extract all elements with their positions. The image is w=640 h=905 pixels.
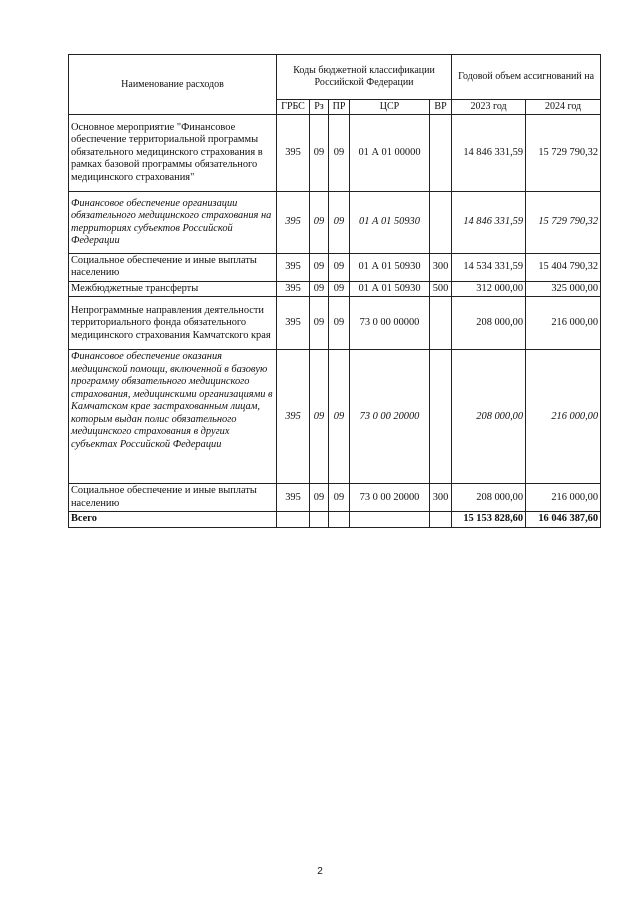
header-vr: ВР xyxy=(430,100,452,115)
row-grbs: 395 xyxy=(277,281,310,296)
row-2023: 208 000,00 xyxy=(452,350,526,484)
header-2024: 2024 год xyxy=(526,100,601,115)
row-pr: 09 xyxy=(329,115,350,192)
row-vr: 300 xyxy=(430,254,452,282)
total-pr xyxy=(329,512,350,527)
row-vr xyxy=(430,192,452,254)
row-2024: 216 000,00 xyxy=(526,350,601,484)
row-2024: 15 404 790,32 xyxy=(526,254,601,282)
row-rz: 09 xyxy=(310,350,329,484)
row-rz: 09 xyxy=(310,484,329,512)
table-row xyxy=(69,297,601,350)
total-csr xyxy=(350,512,430,527)
table-row xyxy=(69,281,601,296)
row-csr: 01 А 01 50930 xyxy=(350,281,430,296)
row-grbs: 395 xyxy=(277,350,310,484)
row-csr: 73 0 00 20000 xyxy=(350,350,430,484)
row-vr xyxy=(430,350,452,484)
row-vr: 500 xyxy=(430,281,452,296)
row-2024: 216 000,00 xyxy=(526,484,601,512)
budget-table xyxy=(68,54,601,528)
row-grbs: 395 xyxy=(277,297,310,350)
row-name: Финансовое обеспечение оказания медицинской помощи, включенной в базовую программу обязательного медицинского страхования, медицинскими организациями в Камчатском крае застрахованным лицам, которым выдан полис обязательного медицинского страхования в других субъектах Российской Федерации xyxy=(69,350,277,484)
row-grbs: 395 xyxy=(277,192,310,254)
row-pr: 09 xyxy=(329,350,350,484)
row-name: Межбюджетные трансферты xyxy=(69,281,277,296)
row-2023: 14 846 331,59 xyxy=(452,192,526,254)
row-pr: 09 xyxy=(329,297,350,350)
header-csr: ЦСР xyxy=(350,100,430,115)
table-row xyxy=(69,350,601,484)
document-page xyxy=(68,54,600,528)
row-vr xyxy=(430,297,452,350)
row-pr: 09 xyxy=(329,484,350,512)
row-csr: 73 0 00 20000 xyxy=(350,484,430,512)
row-vr: 300 xyxy=(430,484,452,512)
row-2023: 312 000,00 xyxy=(452,281,526,296)
row-2024: 15 729 790,32 xyxy=(526,115,601,192)
row-pr: 09 xyxy=(329,254,350,282)
row-grbs: 395 xyxy=(277,115,310,192)
row-grbs: 395 xyxy=(277,484,310,512)
row-2024: 325 000,00 xyxy=(526,281,601,296)
row-csr: 73 0 00 00000 xyxy=(350,297,430,350)
header-grbs: ГРБС xyxy=(277,100,310,115)
row-name: Основное мероприятие "Финансовое обеспечение территориальной программы обязательного медицинского страхования в рамках базовой программы обязательного медицинского страхования" xyxy=(69,115,277,192)
row-name: Социальное обеспечение и иные выплаты населению xyxy=(69,254,277,282)
page-number: 2 xyxy=(317,866,323,877)
table-row xyxy=(69,192,601,254)
row-rz: 09 xyxy=(310,115,329,192)
table-row xyxy=(69,484,601,512)
row-rz: 09 xyxy=(310,297,329,350)
row-csr: 01 А 01 50930 xyxy=(350,254,430,282)
header-name: Наименование расходов xyxy=(69,55,277,115)
total-row xyxy=(69,512,601,527)
row-vr xyxy=(430,115,452,192)
row-2023: 14 846 331,59 xyxy=(452,115,526,192)
row-csr: 01 А 01 00000 xyxy=(350,115,430,192)
table-row xyxy=(69,254,601,282)
row-pr: 09 xyxy=(329,281,350,296)
row-name: Социальное обеспечение и иные выплаты населению xyxy=(69,484,277,512)
total-2023: 15 153 828,60 xyxy=(452,512,526,527)
row-name: Непрограммные направления деятельности территориального фонда обязательного медицинского страхования Камчатского края xyxy=(69,297,277,350)
row-2023: 208 000,00 xyxy=(452,297,526,350)
table-row xyxy=(69,115,601,192)
total-2024: 16 046 387,60 xyxy=(526,512,601,527)
header-codes: Коды бюджетной классификации Российской Федерации xyxy=(277,55,452,100)
header-rz: Рз xyxy=(310,100,329,115)
row-2024: 216 000,00 xyxy=(526,297,601,350)
total-grbs xyxy=(277,512,310,527)
header-row-main xyxy=(69,55,601,100)
row-2023: 14 534 331,59 xyxy=(452,254,526,282)
row-pr: 09 xyxy=(329,192,350,254)
total-label: Всего xyxy=(69,512,277,527)
row-name: Финансовое обеспечение организации обязательного медицинского страхования на территориях субъектов Российской Федерации xyxy=(69,192,277,254)
row-rz: 09 xyxy=(310,192,329,254)
row-2023: 208 000,00 xyxy=(452,484,526,512)
row-2024: 15 729 790,32 xyxy=(526,192,601,254)
row-csr: 01 А 01 50930 xyxy=(350,192,430,254)
row-rz: 09 xyxy=(310,254,329,282)
header-pr: ПР xyxy=(329,100,350,115)
header-2023: 2023 год xyxy=(452,100,526,115)
header-volume: Годовой объем ассигнований на xyxy=(452,55,601,100)
total-vr xyxy=(430,512,452,527)
total-rz xyxy=(310,512,329,527)
row-rz: 09 xyxy=(310,281,329,296)
row-grbs: 395 xyxy=(277,254,310,282)
